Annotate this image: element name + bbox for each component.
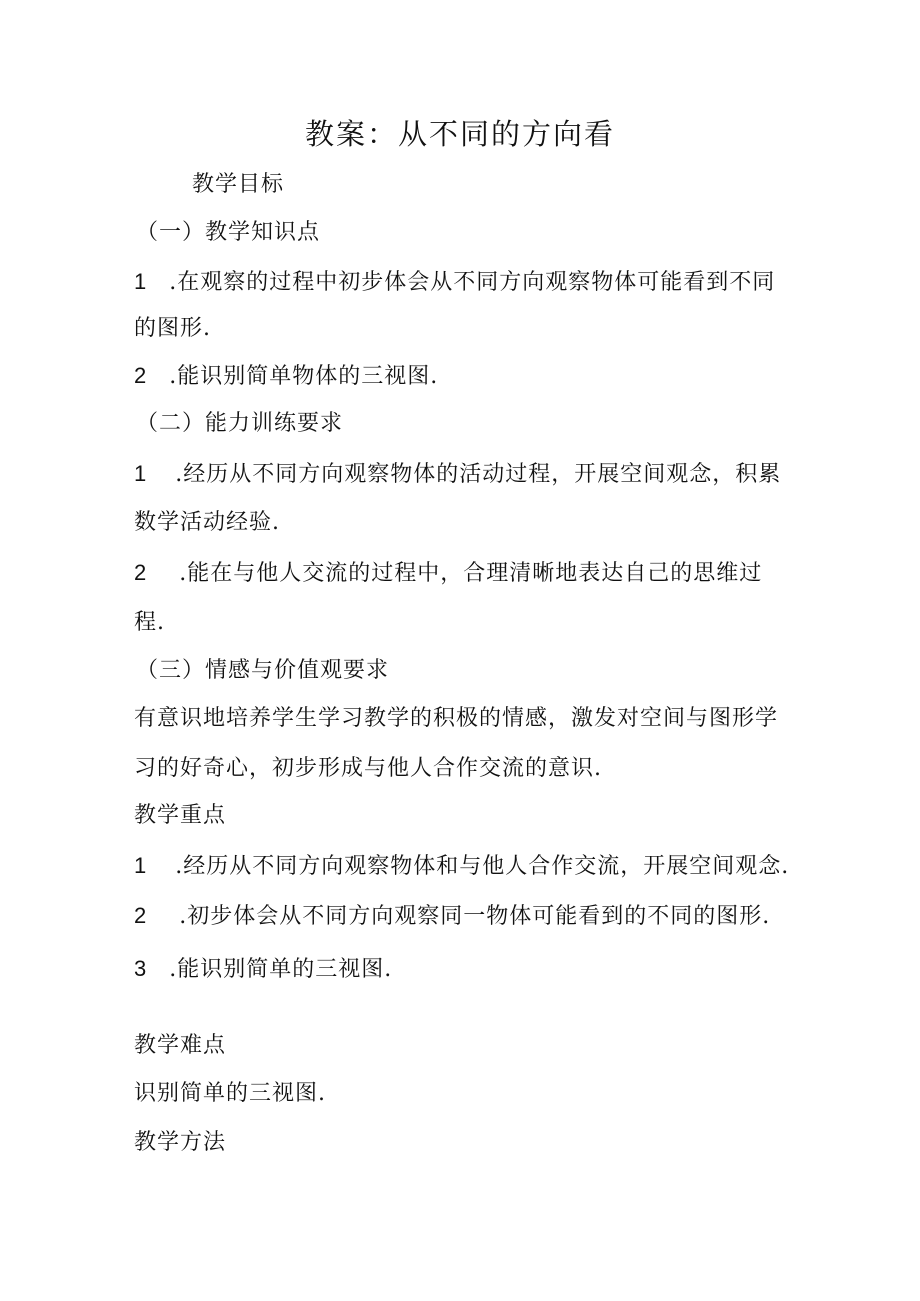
item-number: 2 xyxy=(134,363,148,388)
item-number: 1 xyxy=(134,461,148,486)
key-point-item1 xyxy=(134,851,789,882)
section2-item2 xyxy=(134,558,762,589)
item-number: 3 xyxy=(134,956,148,981)
section2-heading: （二）能力训练要求 xyxy=(136,411,344,436)
method-heading: 教学方法 xyxy=(134,1130,227,1155)
section2-item2-continued: 程. xyxy=(134,610,165,635)
difficulty-heading: 教学难点 xyxy=(134,1033,227,1058)
item-number: 1 xyxy=(134,853,148,878)
item-text: .能识别简单物体的三视图. xyxy=(169,364,439,389)
item-text: .初步体会从不同方向观察同一物体可能看到的不同的图形. xyxy=(179,904,771,929)
item-number: 2 xyxy=(134,903,148,928)
objectives-heading: 教学目标 xyxy=(192,172,285,197)
key-point-item3 xyxy=(134,954,392,985)
section1-item1-continued: 的图形. xyxy=(134,316,211,341)
item-text: .能识别简单的三视图. xyxy=(169,957,393,982)
section1-heading: （一）教学知识点 xyxy=(136,220,321,245)
key-points-heading: 教学重点 xyxy=(134,803,227,828)
key-point-item2 xyxy=(134,901,770,932)
section3-heading: （三）情感与价值观要求 xyxy=(136,658,390,683)
item-number: 2 xyxy=(134,560,148,585)
difficulty-text: 识别简单的三视图. xyxy=(134,1081,326,1106)
section1-item1 xyxy=(134,267,775,298)
item-number: 1 xyxy=(134,269,148,294)
section2-item1-continued: 数学活动经验. xyxy=(134,510,280,535)
item-text: .经历从不同方向观察物体的活动过程，开展空间观念，积累 xyxy=(175,462,782,487)
section1-item2 xyxy=(134,361,438,392)
item-text: .能在与他人交流的过程中，合理清晰地表达自己的思维过 xyxy=(179,561,763,586)
document-title: 教案：从不同的方向看 xyxy=(304,117,615,151)
item-text: .在观察的过程中初步体会从不同方向观察物体可能看到不同 xyxy=(169,270,776,295)
section3-paragraph-line2: 习的好奇心，初步形成与他人合作交流的意识. xyxy=(134,756,602,781)
section3-paragraph-line1: 有意识地培养学生学习教学的积极的情感，激发对空间与图形学 xyxy=(134,706,779,731)
section2-item1 xyxy=(134,459,781,490)
item-text: .经历从不同方向观察物体和与他人合作交流，开展空间观念. xyxy=(175,854,790,879)
